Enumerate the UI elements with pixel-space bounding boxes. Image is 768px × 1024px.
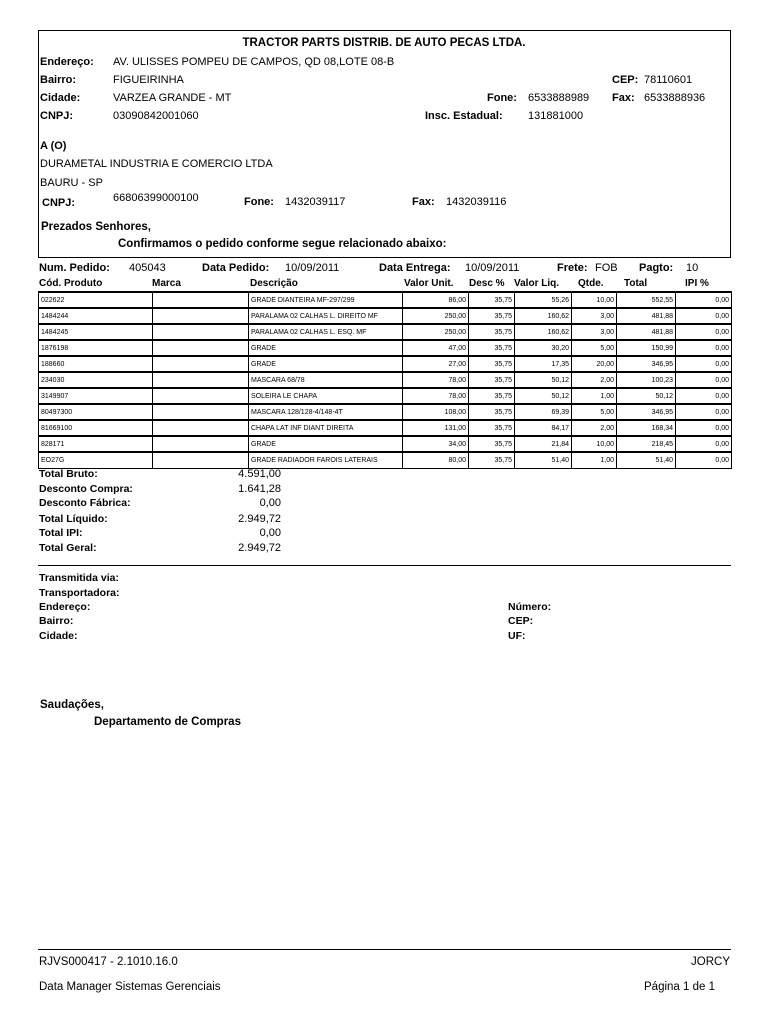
cell-marca xyxy=(153,404,249,420)
cell-codigo: 80497300 xyxy=(39,404,153,420)
cell-qtde: 10,00 xyxy=(572,292,617,308)
cell-codigo: 3149907 xyxy=(39,388,153,404)
cell-valor-unit: 47,00 xyxy=(403,340,469,356)
departamento: Departamento de Compras xyxy=(94,716,241,728)
col-header-descricao: Descrição xyxy=(250,278,298,289)
recipient-cnpj-value: 66806399000100 xyxy=(113,192,199,204)
col-header-qtde: Qtde. xyxy=(578,278,604,289)
cell-valor-unit: 27,00 xyxy=(403,356,469,372)
order-date-value: 10/09/2011 xyxy=(285,262,340,274)
total-geral-label: Total Geral: xyxy=(39,542,97,554)
cell-ipi: 0,00 xyxy=(676,420,732,436)
cell-marca xyxy=(153,420,249,436)
col-header-total: Total xyxy=(624,278,648,289)
cell-valor-liq: 51,40 xyxy=(515,452,572,468)
cell-descricao: SOLEIRA LE CHAPA xyxy=(249,388,403,404)
table-row xyxy=(39,452,732,468)
desconto-compra-label: Desconto Compra: xyxy=(39,483,133,495)
total-bruto-label: Total Bruto: xyxy=(39,468,98,480)
cell-total: 481,88 xyxy=(617,308,676,324)
cell-valor-unit: 108,00 xyxy=(403,404,469,420)
desconto-compra-value: 1.641,28 xyxy=(238,483,281,495)
cell-qtde: 20,00 xyxy=(572,356,617,372)
footer-system: Data Manager Sistemas Gerenciais xyxy=(39,981,221,993)
cell-marca xyxy=(153,356,249,372)
total-ipi-label: Total IPI: xyxy=(39,527,83,539)
total-bruto-value: 4.591,00 xyxy=(238,468,281,480)
fax-label: Fax: xyxy=(612,92,635,104)
table-row xyxy=(39,340,732,356)
recipient-fax-label: Fax: xyxy=(412,196,435,208)
payment-label: Pagto: xyxy=(639,262,674,274)
cidade-value: VARZEA GRANDE - MT xyxy=(113,92,232,104)
cell-descricao: PARALAMA 02 CALHAS L. ESQ. MF xyxy=(249,324,403,340)
table-row xyxy=(39,372,732,388)
table-row xyxy=(39,404,732,420)
cell-total: 168,34 xyxy=(617,420,676,436)
cell-marca xyxy=(153,372,249,388)
cell-desc: 35,75 xyxy=(469,452,515,468)
ship-cep-label: CEP: xyxy=(508,615,534,627)
cell-ipi: 0,00 xyxy=(676,356,732,372)
cell-codigo: 828171 xyxy=(39,436,153,452)
cell-ipi: 0,00 xyxy=(676,388,732,404)
cell-valor-unit: 250,00 xyxy=(403,324,469,340)
table-row xyxy=(39,388,732,404)
cell-descricao: MASCARA 68/78 xyxy=(249,372,403,388)
desconto-fabrica-value: 0,00 xyxy=(259,497,281,509)
cell-marca xyxy=(153,308,249,324)
total-liquido-label: Total Líquido: xyxy=(39,513,108,525)
endereco-value: AV. ULISSES POMPEU DE CAMPOS, QD 08,LOTE 08-B xyxy=(113,56,395,68)
cell-valor-liq: 55,26 xyxy=(515,292,572,308)
cell-desc: 35,75 xyxy=(469,308,515,324)
cell-total: 218,45 xyxy=(617,436,676,452)
cell-ipi: 0,00 xyxy=(676,292,732,308)
insc-value: 131881000 xyxy=(528,110,584,122)
cell-qtde: 10,00 xyxy=(572,436,617,452)
cell-valor-unit: 80,00 xyxy=(403,452,469,468)
fone-value: 6533888989 xyxy=(528,92,590,104)
order-num-value: 405043 xyxy=(129,262,166,274)
recipient-label: A (O) xyxy=(40,140,67,152)
footer-line xyxy=(38,949,731,950)
cell-desc: 35,75 xyxy=(469,388,515,404)
freight-value: FOB xyxy=(595,262,618,274)
cell-desc: 35,75 xyxy=(469,292,515,308)
cell-valor-liq: 21,84 xyxy=(515,436,572,452)
col-header-marca: Marca xyxy=(152,278,181,289)
saudacoes: Saudações, xyxy=(40,699,104,711)
cell-descricao: GRADE xyxy=(249,356,403,372)
recipient-fone-value: 1432039117 xyxy=(285,196,346,208)
cell-total: 50,12 xyxy=(617,388,676,404)
cell-total: 100,23 xyxy=(617,372,676,388)
recipient-fax-value: 1432039116 xyxy=(446,196,507,208)
bairro-value: FIGUEIRINHA xyxy=(113,74,184,86)
cell-marca xyxy=(153,340,249,356)
cell-desc: 35,75 xyxy=(469,420,515,436)
cell-ipi: 0,00 xyxy=(676,404,732,420)
col-header-ipi: IPI % xyxy=(685,278,709,289)
table-row xyxy=(39,420,732,436)
cell-qtde: 1,00 xyxy=(572,388,617,404)
insc-label: Insc. Estadual: xyxy=(425,110,503,122)
cell-ipi: 0,00 xyxy=(676,308,732,324)
cell-codigo: EO27G xyxy=(39,452,153,468)
order-date-label: Data Pedido: xyxy=(202,262,270,274)
cell-total: 552,55 xyxy=(617,292,676,308)
cell-ipi: 0,00 xyxy=(676,324,732,340)
freight-label: Frete: xyxy=(557,262,588,274)
total-ipi-value: 0,00 xyxy=(259,527,281,539)
total-liquido-value: 2.949,72 xyxy=(238,513,281,525)
footer-user: JORCY xyxy=(691,956,730,968)
recipient-cnpj-label: CNPJ: xyxy=(42,197,76,209)
delivery-date-label: Data Entrega: xyxy=(379,262,451,274)
fone-label: Fone: xyxy=(487,92,517,104)
cell-marca xyxy=(153,388,249,404)
cell-qtde: 5,00 xyxy=(572,340,617,356)
cidade-label: Cidade: xyxy=(40,92,81,104)
cell-descricao: GRADE DIANTEIRA MF-297/299 xyxy=(249,292,403,308)
table-row xyxy=(39,292,732,308)
payment-value: 10 xyxy=(686,262,699,274)
transmitida-label: Transmitida via: xyxy=(39,572,119,584)
confirm-text: Confirmamos o pedido conforme segue relacionado abaixo: xyxy=(118,238,447,250)
cell-codigo: 188660 xyxy=(39,356,153,372)
cell-desc: 35,75 xyxy=(469,324,515,340)
cell-descricao: CHAPA LAT INF DIANT DIREITA xyxy=(249,420,403,436)
cell-qtde: 3,00 xyxy=(572,324,617,340)
cell-ipi: 0,00 xyxy=(676,340,732,356)
cell-codigo: 234030 xyxy=(39,372,153,388)
table-row xyxy=(39,436,732,452)
cell-desc: 35,75 xyxy=(469,404,515,420)
ship-numero-label: Número: xyxy=(508,601,552,613)
cep-label: CEP: xyxy=(612,74,639,86)
cell-total: 150,99 xyxy=(617,340,676,356)
cell-desc: 35,75 xyxy=(469,436,515,452)
items-body xyxy=(39,292,732,468)
total-geral-value: 2.949,72 xyxy=(238,542,281,554)
cell-qtde: 5,00 xyxy=(572,404,617,420)
cell-valor-liq: 84,17 xyxy=(515,420,572,436)
cell-valor-liq: 160,62 xyxy=(515,308,572,324)
cell-codigo: 022622 xyxy=(39,292,153,308)
cell-valor-liq: 30,20 xyxy=(515,340,572,356)
table-row xyxy=(39,324,732,340)
ship-bairro-label: Bairro: xyxy=(39,615,74,627)
cell-ipi: 0,00 xyxy=(676,372,732,388)
cell-valor-unit: 86,00 xyxy=(403,292,469,308)
cell-marca xyxy=(153,452,249,468)
company-name: TRACTOR PARTS DISTRIB. DE AUTO PECAS LTDA. xyxy=(242,37,526,49)
cell-qtde: 2,00 xyxy=(572,420,617,436)
cell-ipi: 0,00 xyxy=(676,436,732,452)
fax-value: 6533888936 xyxy=(644,92,706,104)
cnpj-label: CNPJ: xyxy=(40,110,74,122)
cell-total: 346,95 xyxy=(617,356,676,372)
cell-descricao: MASCARA 128/128-4/148-4T xyxy=(249,404,403,420)
col-header-desc: Desc % xyxy=(469,278,505,289)
cell-valor-unit: 250,00 xyxy=(403,308,469,324)
bairro-label: Bairro: xyxy=(40,74,77,86)
ship-uf-label: UF: xyxy=(508,630,526,642)
cell-valor-liq: 50,12 xyxy=(515,388,572,404)
cell-valor-unit: 78,00 xyxy=(403,388,469,404)
recipient-city: BAURU - SP xyxy=(40,177,103,189)
greeting: Prezados Senhores, xyxy=(41,221,151,233)
cell-total: 481,88 xyxy=(617,324,676,340)
cell-descricao: GRADE xyxy=(249,340,403,356)
cell-codigo: 1484245 xyxy=(39,324,153,340)
transportadora-label: Transportadora: xyxy=(39,587,120,599)
cell-total: 346,95 xyxy=(617,404,676,420)
cep-value: 78110601 xyxy=(644,74,693,86)
divider-line xyxy=(38,565,731,566)
cell-codigo: 81669100 xyxy=(39,420,153,436)
cell-marca xyxy=(153,436,249,452)
delivery-date-value: 10/09/2011 xyxy=(465,262,520,274)
col-header-valor-liq: Valor Liq. xyxy=(514,278,560,289)
cell-qtde: 1,00 xyxy=(572,452,617,468)
cell-desc: 35,75 xyxy=(469,356,515,372)
cell-marca xyxy=(153,324,249,340)
endereco-label: Endereço: xyxy=(40,56,94,68)
cell-valor-liq: 160,62 xyxy=(515,324,572,340)
cell-descricao: PARALAMA 02 CALHAS L. DIREITO MF xyxy=(249,308,403,324)
cell-valor-unit: 34,00 xyxy=(403,436,469,452)
cell-valor-liq: 17,35 xyxy=(515,356,572,372)
cell-desc: 35,75 xyxy=(469,372,515,388)
table-row xyxy=(39,308,732,324)
cell-total: 51,40 xyxy=(617,452,676,468)
cell-qtde: 3,00 xyxy=(572,308,617,324)
ship-cidade-label: Cidade: xyxy=(39,630,78,642)
cell-marca xyxy=(153,292,249,308)
cell-codigo: 1484244 xyxy=(39,308,153,324)
desconto-fabrica-label: Desconto Fábrica: xyxy=(39,497,131,509)
footer-code: RJVS000417 - 2.1010.16.0 xyxy=(39,956,178,968)
cell-codigo: 1876198 xyxy=(39,340,153,356)
footer-page: Página 1 de 1 xyxy=(644,981,715,993)
cell-ipi: 0,00 xyxy=(676,452,732,468)
cell-desc: 35,75 xyxy=(469,340,515,356)
col-header-codigo: Cód. Produto xyxy=(39,278,103,289)
items-table xyxy=(38,291,732,469)
recipient-fone-label: Fone: xyxy=(244,196,274,208)
recipient-name: DURAMETAL INDUSTRIA E COMERCIO LTDA xyxy=(40,158,273,170)
cell-descricao: GRADE RADIADOR FAROIS LATERAIS xyxy=(249,452,403,468)
cell-valor-unit: 78,00 xyxy=(403,372,469,388)
cell-valor-unit: 131,00 xyxy=(403,420,469,436)
ship-endereco-label: Endereço: xyxy=(39,601,91,613)
cell-valor-liq: 50,12 xyxy=(515,372,572,388)
cell-valor-liq: 69,39 xyxy=(515,404,572,420)
cell-descricao: GRADE xyxy=(249,436,403,452)
cnpj-value: 03090842001060 xyxy=(113,110,199,122)
table-row xyxy=(39,356,732,372)
cell-qtde: 2,00 xyxy=(572,372,617,388)
order-num-label: Num. Pedido: xyxy=(39,262,110,274)
col-header-valor-unit: Valor Unit. xyxy=(404,278,454,289)
